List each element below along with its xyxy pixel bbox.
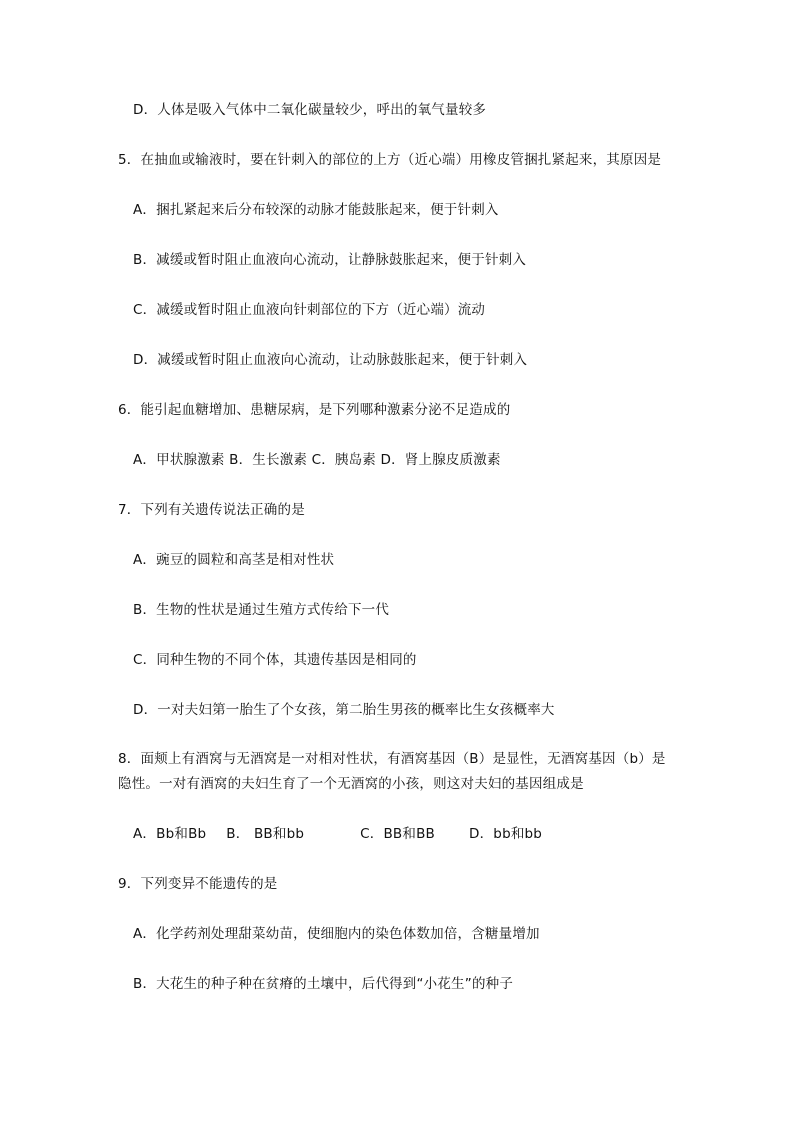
q9-option-a: A．化学药剂处理甜菜幼苗，使细胞内的染色体数加倍，含糖量增加 [133, 926, 540, 942]
q5-option-c: C．减缓或暂时阻止血液向针刺部位的下方（近心端）流动 [133, 302, 486, 318]
q7-option-b: B．生物的性状是通过生殖方式传给下一代 [133, 602, 390, 618]
q9-option-b: B．大花生的种子种在贫瘠的土壤中，后代得到“小花生”的种子 [133, 976, 514, 992]
q8-option-c: C．BB和BB [360, 826, 435, 842]
q8-stem-line1: 8．面颊上有酒窝与无酒窝是一对相对性状，有酒窝基因（B）是显性，无酒窝基因（b）是 [118, 751, 666, 767]
q8-option-d: D．bb和bb [469, 826, 543, 842]
q4-option-d: D．人体是吸入气体中二氧化碳量较少，呼出的氧气量较多 [133, 102, 487, 118]
q5-option-d: D．减缓或暂时阻止血液向心流动，让动脉鼓胀起来，便于针刺入 [133, 352, 528, 368]
q8-option-b: B． BB和bb [226, 826, 305, 842]
q5-stem: 5．在抽血或输液时，要在针刺入的部位的上方（近心端）用橡皮管捆扎紧起来，其原因是 [118, 152, 662, 168]
q7-option-d: D．一对夫妇第一胎生了个女孩，第二胎生男孩的概率比生女孩概率大 [133, 702, 555, 718]
q9-stem: 9．下列变异不能遗传的是 [118, 876, 278, 892]
q8-stem-line2: 隐性。一对有酒窝的夫妇生育了一个无酒窝的小孩，则这对夫妇的基因组成是 [118, 776, 584, 792]
q5-option-b: B．减缓或暂时阻止血液向心流动，让静脉鼓胀起来，便于针刺入 [133, 252, 527, 268]
q6-stem: 6．能引起血糖增加、患糖尿病，是下列哪种激素分泌不足造成的 [118, 402, 511, 418]
q5-option-a: A．捆扎紧起来后分布较深的动脉才能鼓胀起来，便于针刺入 [133, 202, 499, 218]
q7-option-a: A．豌豆的圆粒和高茎是相对性状 [133, 552, 335, 568]
q7-stem: 7．下列有关遗传说法正确的是 [118, 502, 305, 518]
q8-option-a: A．Bb和Bb [133, 826, 207, 842]
q6-options: A．甲状腺激素 B．生长激素 C．胰岛素 D．肾上腺皮质激素 [133, 452, 501, 468]
q8-options-row [133, 824, 542, 844]
q7-option-c: C．同种生物的不同个体，其遗传基因是相同的 [133, 652, 417, 668]
